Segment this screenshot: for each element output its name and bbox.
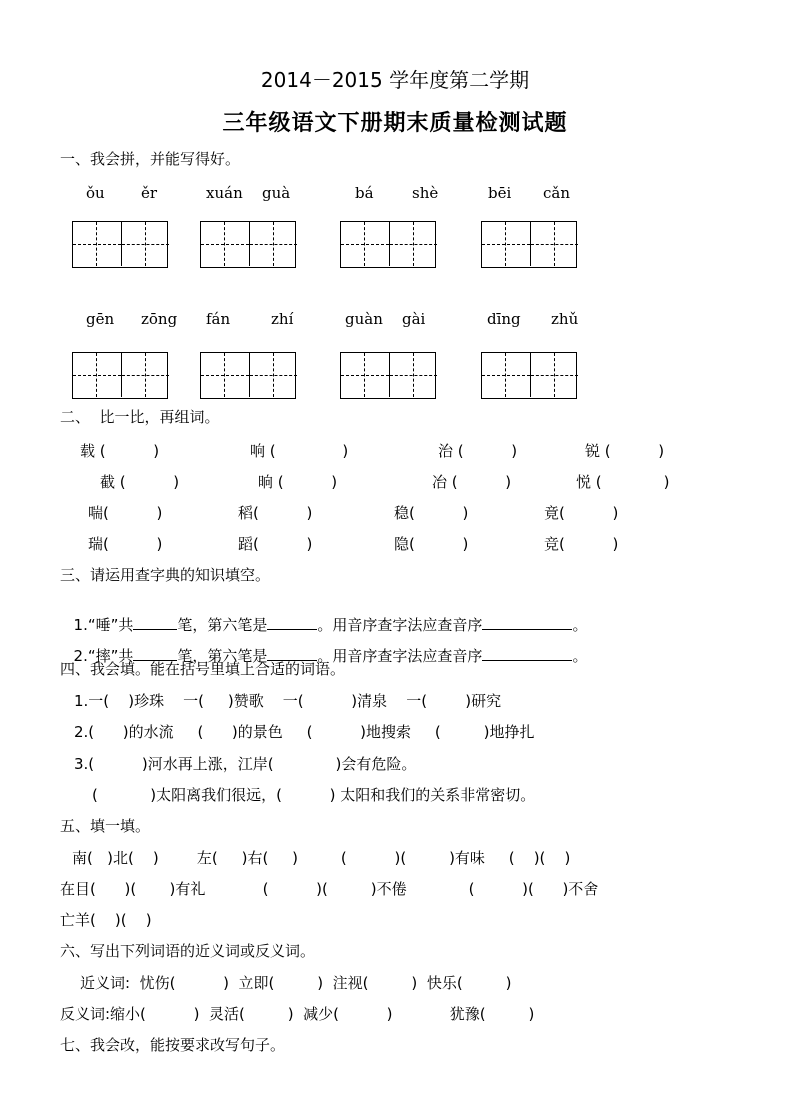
fill-text: 。用音序查字法应查音序 [317,647,483,665]
pinyin: guàn [345,310,383,328]
fill-text: 1.“唾”共 [73,616,134,634]
fill-text: 笔，第六笔是 [177,616,268,634]
word-item: 截 ( ) [100,473,180,491]
q6-heading: 六、写出下列词语的近义词或反义词。 [60,942,316,960]
pinyin: guà [262,184,291,202]
fill-text: 。 [572,647,588,665]
tianzige-box[interactable] [481,221,577,268]
fill-line: 亡羊( )( ) [60,911,152,929]
tianzige-box[interactable] [72,352,168,399]
pinyin: cǎn [543,184,571,202]
tianzige-box[interactable] [481,352,577,399]
word-item: 治 ( ) [438,442,518,460]
fill-line: 1.一( )珍珠 一( )赞歌 一( )清泉 一( )研究 [74,692,502,710]
pinyin: ěr [141,184,158,202]
word-item: 竞( ) [544,535,619,553]
pinyin: zōng [141,310,178,328]
fill-line: 反义词:缩小( ) 灵活( ) 减少( ) 犹豫( ) [60,1005,535,1023]
pinyin: ǒu [86,184,105,202]
fill-line: 3.( )河水再上涨，江岸( )会有危险。 [74,755,417,773]
word-item: 载 ( ) [80,442,160,460]
word-item: 响 ( ) [250,442,349,460]
pinyin: dīng [487,310,521,328]
tianzige-box[interactable] [72,221,168,268]
fill-text: 2.“摔”共 [73,647,134,665]
q7-heading: 七、我会改，能按要求改写句子。 [60,1036,286,1054]
pinyin: zhǔ [551,310,579,328]
fill-line: ( )太阳离我们很远，( ) 太阳和我们的关系非常密切。 [92,786,536,804]
page-title: 2014－2015 学年度第二学期 [260,68,530,92]
pinyin: gài [402,310,426,328]
q1-heading: 一、我会拼，并能写得好。 [60,150,241,168]
tianzige-box[interactable] [200,221,296,268]
fill-text: 笔，第六笔是 [177,647,268,665]
tianzige-box[interactable] [200,352,296,399]
tianzige-box[interactable] [340,221,436,268]
word-item: 悦 ( ) [576,473,670,491]
fill-line: 南( )北( ) 左( )右( ) ( )( )有味 ( )( ) [72,849,571,867]
word-item: 锐 ( ) [585,442,665,460]
word-item: 喘( ) [88,504,163,522]
fill-line: 在目( )( )有礼 ( )( )不倦 ( )( )不舍 [60,880,599,898]
pinyin: zhí [271,310,294,328]
fill-text: 。用音序查字法应查音序 [317,616,483,634]
word-item: 瑞( ) [88,535,163,553]
answer-blank[interactable] [482,646,572,661]
q4-heading: 四、我会填。能在括号里填上合适的词语。 [60,660,346,678]
word-item: 晌 ( ) [258,473,338,491]
pinyin: bá [355,184,374,202]
pinyin: shè [412,184,439,202]
word-item: 竟( ) [544,504,619,522]
q5-heading: 五、填一填。 [60,817,151,835]
q3-heading: 三、请运用查字典的知识填空。 [60,566,271,584]
fill-text: 。 [572,616,588,634]
page-subtitle: 三年级语文下册期末质量检测试题 [222,111,568,136]
fill-line: 2.( )的水流 ( )的景色 ( )地搜索 ( )地挣扎 [74,723,535,741]
q2-heading: 二、 比一比，再组词。 [60,408,220,426]
pinyin: fán [206,310,231,328]
word-item: 冶 ( ) [432,473,512,491]
fill-line: 近义词: 忧伤( ) 立即( ) 注视( ) 快乐( ) [80,974,512,992]
word-item: 稻( ) [238,504,313,522]
word-item: 隐( ) [394,535,469,553]
tianzige-box[interactable] [340,352,436,399]
word-item: 蹈( ) [238,535,313,553]
pinyin: bēi [488,184,512,202]
pinyin: xuán [206,184,243,202]
word-item: 稳( ) [394,504,469,522]
pinyin: gēn [86,310,115,328]
